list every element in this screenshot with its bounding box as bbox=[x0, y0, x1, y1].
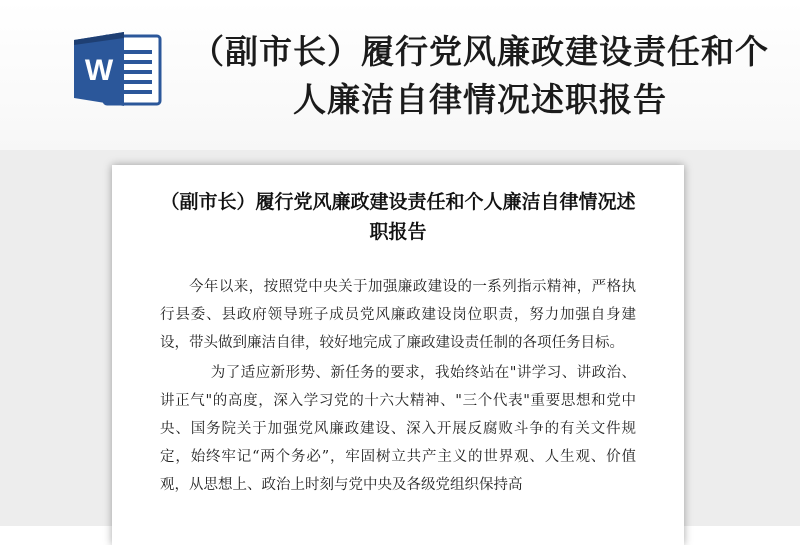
word-icon-letter: W bbox=[84, 54, 114, 87]
paragraph-1: 今年以来，按照党中央关于加强廉政建设的一系列指示精神，严格执行县委、县政府领导班子成员党风廉政建设岗位职责，努力加强自身建设，带头做到廉洁自律，较好地完成了廉政建设责任制的各项任务目标。 bbox=[160, 279, 636, 351]
document-title: （副市长）履行党风廉政建设责任和个人廉洁自律情况述职报告 bbox=[160, 191, 636, 243]
banner-title: （副市长）履行党风廉政建设责任和个人廉洁自律情况述职报告 bbox=[191, 32, 769, 119]
document-body bbox=[160, 273, 636, 499]
document-page bbox=[112, 165, 684, 545]
word-icon bbox=[70, 30, 166, 108]
header-banner bbox=[0, 0, 800, 150]
paragraph-2: 为了适应新形势、新任务的要求，我始终站在"讲学习、讲政治、讲正气"的高度，深入学习党的十六大精神、"三个代表"重要思想和党中央、国务院关于加强党风廉政建设、深入开展反腐败斗争的有关文件规定，始终牢记“两个务必”，牢固树立共产主义的世界观、人生观、价值观，从思想上、政治上时刻与党中央及各级党组织保持高 bbox=[160, 365, 636, 493]
